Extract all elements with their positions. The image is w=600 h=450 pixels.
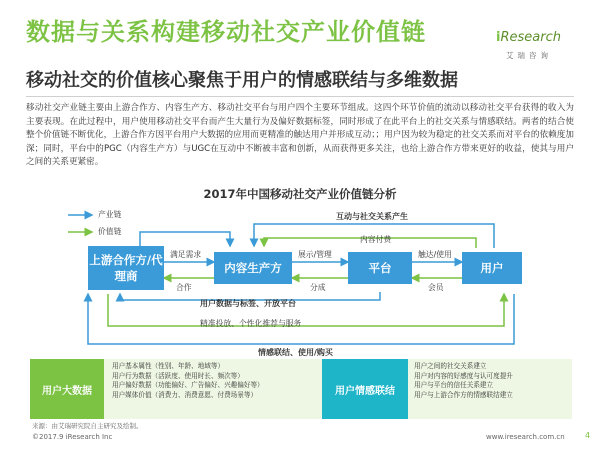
node-content: 内容生产方 xyxy=(214,252,292,284)
list-item: 用户对内容的好感度与认可度提升 xyxy=(414,371,513,380)
label-reach: 触达/使用 xyxy=(418,250,452,259)
copyright: ©2017.9 iResearch Inc xyxy=(32,433,113,441)
label-emotion: 情感联结、使用/购买 xyxy=(258,348,333,357)
label-share: 分成 xyxy=(310,283,326,292)
list-item: 用户与上游合作方的情感联结建立 xyxy=(414,390,513,399)
legend-value-label: 价值链 xyxy=(98,227,122,236)
user-emotion-head: 用户情感联结 xyxy=(322,359,408,419)
diagram-title: 2017年中国移动社交产业价值链分析 xyxy=(203,187,397,201)
label-member: 会员 xyxy=(428,283,444,292)
list-item: 用户与平台的信任关系建立 xyxy=(414,381,494,389)
label-interaction: 互动与社交关系产生 xyxy=(336,212,408,221)
node-upstream: 上游合作方/代理商 xyxy=(88,246,164,290)
list-item: 用户之间的社交关系建立 xyxy=(414,362,487,370)
label-display: 展示/管理 xyxy=(298,250,332,259)
page-subtitle: 移动社交的价值核心聚焦于用户的情感联结与多维数据 xyxy=(26,70,458,91)
label-meet-demand: 满足需求 xyxy=(170,250,202,259)
user-emotion-list xyxy=(414,362,513,400)
user-big-data-list xyxy=(112,362,264,400)
user-big-data-head: 用户大数据 xyxy=(30,359,104,419)
list-item: 用户偏好数据（功能偏好、广告偏好、兴趣偏好等） xyxy=(112,381,264,389)
source-note: 来源：由艾瑞研究院自主研究及绘制。 xyxy=(32,422,143,430)
label-content-fee: 内容付费 xyxy=(360,235,392,244)
page-number: 4 xyxy=(585,431,591,440)
list-item: 用户基本属性（性别、年龄、地域等） xyxy=(112,362,225,370)
list-item: 用户媒体价值（消费力、消费意愿、付费场景等） xyxy=(112,390,258,399)
legend-industry-label: 产业链 xyxy=(98,210,122,219)
node-platform: 平台 xyxy=(348,252,412,284)
page-title: 数据与关系构建移动社交产业价值链 xyxy=(26,18,426,46)
label-user-data: 用户数据与标签、开放平台 xyxy=(200,299,296,308)
body-paragraph: 移动社交产业链主要由上游合作方、内容生产方、移动社交平台与用户四个主要环节组成。这四个环节价值的流动以移动社交平台获得的收入为主要表现。在此过程中，用户使用移动社交平台而产生大量行为及偏好数据标签，同时形成了在此平台上的社交关系与情感联结。两者的结合使整个价值链不断优化，上游合作方因平台用户大数据的应用而更精准的触达用户并形成互动；；用户因为较为稳定的社交关系而对平台的依赖度加深；同时，平台中的PGC（内容生产方）与UGC在互动中不断被丰富和创新，从而获得更多关注，也给上游合作方带来更好的收益，使其与用户之间的关系更紧密。 xyxy=(26,103,574,168)
website: www.iresearch.com.cn xyxy=(486,433,565,441)
logo-sub: 艾瑞咨询 xyxy=(506,51,552,60)
arrow-precision xyxy=(108,294,504,326)
list-item: 用户行为数据（活跃度、使用时长、频次等） xyxy=(112,371,244,380)
label-precision: 精准投放、个性化推荐与服务 xyxy=(200,319,302,328)
logo-prefix: i xyxy=(496,30,501,45)
label-cooperate: 合作 xyxy=(176,283,192,292)
logo-main: Research xyxy=(500,30,561,45)
node-user: 用户 xyxy=(462,252,522,284)
